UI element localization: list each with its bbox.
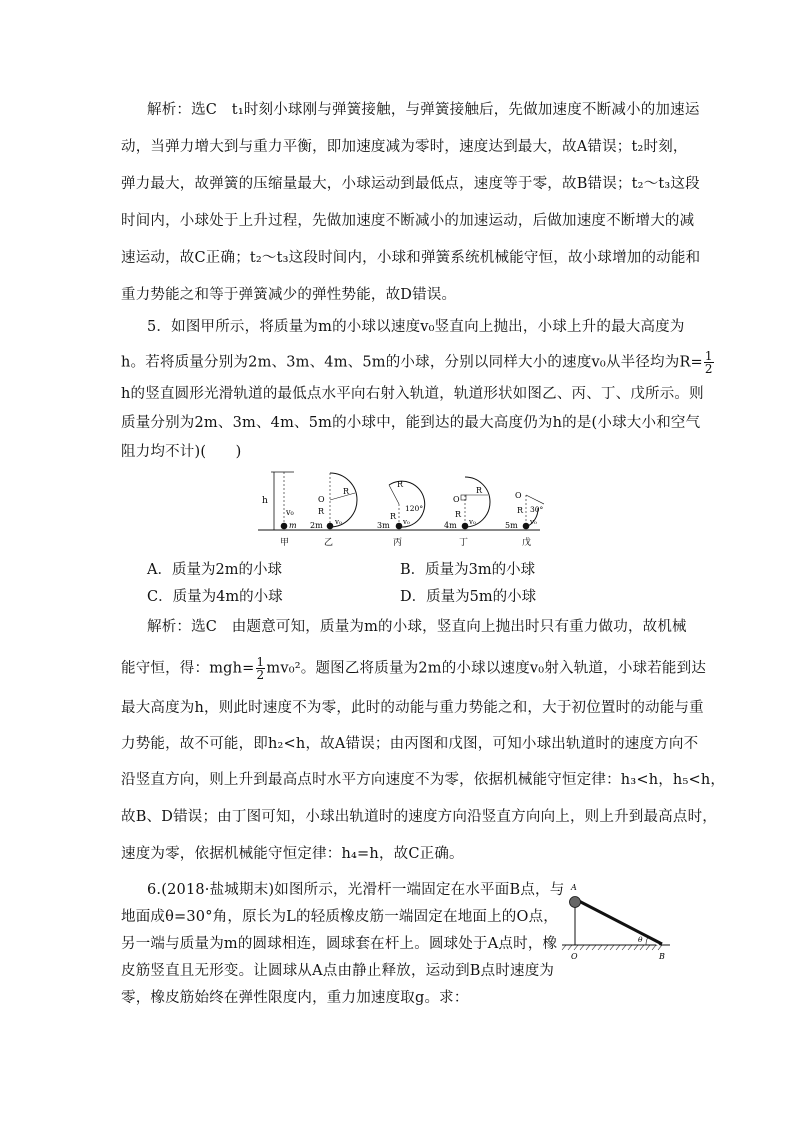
- a5-line-7: 速度为零，依据机械能守恒定律：h₄=h，故C正确。: [121, 846, 464, 862]
- jia-m: m: [289, 521, 297, 530]
- a5-line-2: [121, 656, 706, 681]
- label-yi: 乙: [324, 538, 334, 548]
- q5-option-b: B．质量为3m的小球: [400, 562, 536, 578]
- analysis-4-line-1: 解析：选C t₁时刻小球刚与弹簧接触，与弹簧接触后，先做加速度不断减小的加速运: [147, 102, 700, 118]
- yi-2m: 2m: [310, 521, 323, 530]
- q6-angle-arc: [646, 937, 648, 945]
- q6-label-A: A: [571, 883, 577, 892]
- a5-line-4: 力势能，故不可能，即h₂<h，故A错误；由丙图和戊图，可知小球出轨道时的速度方向不: [121, 736, 699, 752]
- a5-fraction: [256, 656, 266, 681]
- jia-v0: v₀: [286, 508, 294, 517]
- ding-v0: v₀: [469, 518, 476, 526]
- bing-v0: v₀: [403, 518, 410, 526]
- q6-line-2: 地面成θ=30°角，原长为L的轻质橡皮筋一端固定在地面上的O点，: [121, 909, 558, 925]
- a5-frac-den: 2: [256, 668, 265, 682]
- q6-label-O: O: [571, 952, 578, 961]
- a5-line-2-b: mv₀²。题图乙将质量为2m的小球以速度v₀射入轨道，小球若能到达: [266, 660, 707, 677]
- wu-R: R: [517, 506, 524, 515]
- a5-line-2-a: 能守恒，得：mgh=: [121, 660, 255, 677]
- q5-line-4: 质量分别为2m、3m、4m、5m的小球中，能到达的最大高度仍为h的是(小球大小和空气: [121, 415, 701, 431]
- q6-rod: [575, 899, 662, 944]
- ding-R: R: [476, 486, 483, 495]
- q5-line-1: 5．如图甲所示，将质量为m的小球以速度v₀竖直向上抛出，小球上升的最大高度为: [147, 319, 685, 335]
- a5-line-6: 故B、D错误；由丁图可知，小球出轨道时的速度方向沿竖直方向向上，则上升到最高点时，: [121, 809, 717, 825]
- q6-label-B: B: [659, 952, 665, 961]
- q6-rod-highlight: [575, 903, 660, 946]
- wu-v0: v₀: [530, 518, 537, 526]
- q5-option-d: D．质量为5m的小球: [400, 589, 537, 605]
- q5-line-2-text: h。若将质量分别为2m、3m、4m、5m的小球，分别以同样大小的速度v₀从半径均为R=: [121, 354, 703, 371]
- q5-fraction: [704, 350, 714, 375]
- label-wu: 戊: [522, 538, 532, 548]
- wu-O: O: [515, 491, 522, 500]
- analysis-4-line-3: 弹力最大，故弹簧的压缩量最大，小球运动到最低点，速度等于零，故B错误；t₂～t₃这段: [121, 176, 700, 192]
- q6-figure: [558, 880, 678, 970]
- ding-ball: [462, 523, 469, 530]
- q6-line-4: 皮筋竖直且无形变。让圆球从A点由静止释放，运动到B点时速度为: [121, 963, 555, 979]
- q5-option-a: A．质量为2m的小球: [147, 562, 282, 578]
- q6-line-5: 零，橡皮筋始终在弹性限度内，重力加速度取g。求：: [121, 990, 469, 1006]
- bing-R2: R: [390, 512, 397, 521]
- a5-line-1: 解析：选C 由题意可知，质量为m的小球，竖直向上抛出时只有重力做功，故机械: [147, 619, 687, 635]
- q6-ball: [570, 897, 581, 908]
- a5-frac-num: 1: [256, 655, 265, 669]
- wu-radius: [526, 495, 544, 505]
- yi-v0: v₀: [335, 518, 342, 526]
- q5-frac-den: 2: [704, 362, 713, 376]
- q6-line-3: 另一端与质量为m的圆球相连，圆球套在杆上。圆球处于A点时，橡: [121, 936, 558, 952]
- bing-ball: [396, 523, 403, 530]
- q5-option-c: C．质量为4m的小球: [147, 589, 283, 605]
- q5-line-5: 阻力均不计)( ): [121, 444, 242, 460]
- q5-line-3: h的竖直圆形光滑轨道的最低点水平向右射入轨道，轨道形状如图乙、丙、丁、戊所示。则: [121, 386, 704, 402]
- q5-figure: [254, 465, 544, 550]
- ding-R2: R: [455, 510, 462, 519]
- wu-ball: [523, 523, 530, 530]
- label-jia: 甲: [280, 538, 290, 548]
- wu-angle: 30°: [530, 505, 544, 514]
- yi-O: O: [318, 495, 325, 504]
- analysis-4-line-4: 时间内，小球处于上升过程，先做加速度不断减小的加速运动，后做加速度不断增大的减: [121, 213, 695, 229]
- q6-label-theta: θ: [638, 935, 643, 944]
- jia-ball: [281, 523, 288, 530]
- q5-frac-num: 1: [704, 349, 713, 363]
- ding-4m: 4m: [444, 521, 457, 530]
- analysis-4-line-6: 重力势能之和等于弹簧减少的弹性势能，故D错误。: [121, 287, 457, 303]
- analysis-4-line-5: 速运动，故C正确；t₂～t₃这段时间内，小球和弹簧系统机械能守恒，故小球增加的动能和: [121, 250, 701, 266]
- label-bing: 丙: [393, 538, 403, 548]
- label-ding: 丁: [459, 538, 469, 548]
- yi-ball: [327, 523, 334, 530]
- ding-O: O: [453, 495, 460, 504]
- q5-line-2: [121, 350, 715, 375]
- analysis-4-line-2: 动，当弹力增大到与重力平衡，即加速度减为零时，速度达到最大，故A错误；t₂时刻，: [121, 139, 688, 155]
- bing-3m: 3m: [377, 521, 390, 530]
- a5-line-5: 沿竖直方向，则上升到最高点时水平方向速度不为零，依据机械能守恒定律：h₃<h，h₅<h，: [121, 772, 726, 788]
- q6-hatch: [562, 945, 662, 950]
- bing-angle: 120°: [405, 504, 424, 513]
- a5-line-3: 最大高度为h，则此时速度不为零，此时的动能与重力势能之和，大于初位置时的动能与重: [121, 700, 704, 716]
- wu-5m: 5m: [505, 521, 518, 530]
- yi-R: R: [318, 507, 325, 516]
- yi-R2: R: [343, 487, 350, 496]
- jia-h: h: [262, 496, 268, 506]
- q6-line-1: 6.(2018·盐城期末)如图所示，光滑杆一端固定在水平面B点，与: [147, 882, 565, 898]
- bing-R: R: [397, 480, 404, 489]
